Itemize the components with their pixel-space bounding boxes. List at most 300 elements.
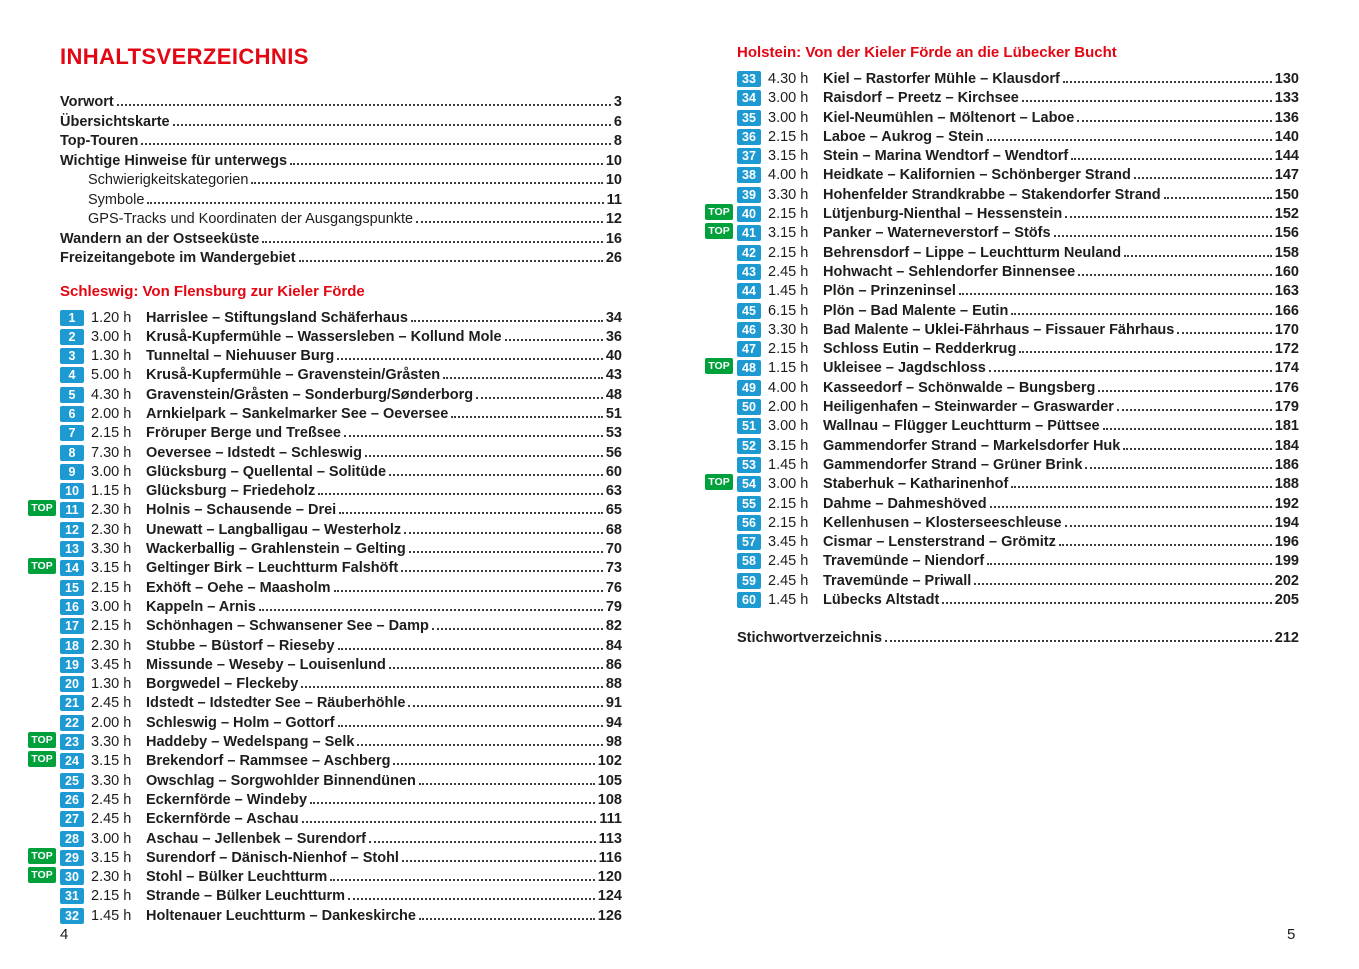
tour-title: Kasseedorf – Schönwalde – Bungsberg [823,379,1096,396]
tour-duration: 3.15 h [768,225,809,242]
tour-number-badge: 4 [60,367,84,383]
tour-page: 36 [605,328,622,345]
dotted-leader [173,111,611,126]
tour-number-badge: 11 [60,502,84,518]
dotted-leader [310,789,595,804]
tour-duration: 2.15 h [91,618,132,635]
tour-title: Holtenauer Leuchtturm – Dankeskirche [146,907,416,924]
tour-page: 130 [1274,71,1299,87]
frontmatter-page: 3 [613,94,622,110]
dotted-leader [959,280,1272,295]
tour-number-badge: 56 [737,515,761,531]
tour-row [737,377,1299,396]
tour-title: Gammendorfer Strand – Markelsdorfer Huk [823,437,1121,454]
dotted-leader [401,557,603,572]
tour-number-badge: 25 [60,773,84,789]
tour-duration: 1.30 h [91,348,132,365]
tour-duration: 2.30 h [91,869,132,886]
tour-duration: 1.45 h [91,907,132,924]
top-badge: TOP [28,867,56,883]
tour-number-badge: 33 [737,71,761,87]
tour-number-badge: 22 [60,715,84,731]
tour-page: 76 [605,579,622,596]
tour-duration: 2.15 h [91,579,132,596]
tour-page: 116 [598,849,622,866]
dotted-leader [337,345,603,360]
frontmatter-row [60,130,622,150]
tour-page: 196 [1274,534,1299,551]
dotted-leader [416,208,603,223]
tour-page: 82 [605,618,622,635]
tour-title: Heiligenhafen – Steinwarder – Graswarder [823,399,1114,416]
tour-duration: 3.00 h [91,598,132,615]
tour-row [737,396,1299,415]
tour-duration: 2.15 h [768,514,809,531]
tour-row [737,319,1299,338]
tour-number-badge: 36 [737,129,761,145]
tour-row [737,261,1299,280]
tour-row [737,87,1299,106]
tour-duration: 1.45 h [768,283,809,300]
tour-row [60,828,622,847]
tour-row [737,338,1299,357]
tour-page: 133 [1274,90,1299,107]
tour-row [737,454,1299,473]
dotted-leader [989,357,1272,372]
tour-duration: 3.00 h [768,418,809,435]
tour-row [60,673,622,692]
tour-duration: 2.00 h [768,399,809,416]
tour-page: 156 [1274,225,1299,242]
tour-number-badge: 9 [60,464,84,480]
tour-page: 150 [1274,186,1299,203]
tour-page: 65 [605,502,622,519]
dotted-leader [974,570,1272,585]
tour-row [60,770,622,789]
tour-title: Fröruper Berge und Treßsee [146,425,341,442]
tour-row [737,164,1299,183]
tour-title: Kruså-Kupfermühle – Wassersleben – Kollund Mole [146,328,502,345]
tour-title: Schloss Eutin – Redderkrug [823,341,1017,358]
tour-title: Laboe – Aukrog – Stein [823,128,984,145]
tour-title: Eckernförde – Aschau [146,811,299,828]
tour-row [31,499,622,519]
tour-title: Wackerballig – Grahlenstein – Gelting [146,541,406,558]
frontmatter-label: Vorwort [60,94,114,110]
dotted-leader [365,442,603,457]
tour-duration: 3.30 h [768,186,809,203]
tour-number-badge: 38 [737,167,761,183]
tour-page: 94 [605,714,622,731]
tour-duration: 2.15 h [768,341,809,358]
tour-duration: 2.15 h [91,888,132,905]
tour-duration: 1.30 h [91,676,132,693]
tour-duration: 1.45 h [768,592,809,609]
tour-page: 202 [1274,572,1299,589]
tour-title: Tunneltal – Niehuuser Burg [146,348,335,365]
top-badge: TOP [705,204,733,220]
dotted-leader [1134,164,1272,179]
tour-duration: 2.45 h [768,572,809,589]
frontmatter-label: GPS-Tracks und Koordinaten der Ausgangspunkte [88,211,414,227]
tour-page: 108 [597,791,622,808]
tour-page: 60 [605,463,622,480]
tour-number-badge: 59 [737,573,761,589]
tour-title: Lütjenburg-Nienthal – Hessenstein [823,206,1063,223]
dotted-leader [338,635,603,650]
dotted-leader [451,403,603,418]
top-badge: TOP [28,500,56,516]
tour-title: Plön – Bad Malente – Eutin [823,302,1009,319]
tour-duration: 2.15 h [768,206,809,223]
tour-page: 166 [1274,302,1299,319]
dotted-leader [1103,415,1272,430]
tour-number-badge: 7 [60,425,84,441]
tour-title: Cismar – Lensterstrand – Grömitz [823,534,1056,551]
tour-duration: 1.45 h [768,456,809,473]
tour-duration: 1.15 h [768,360,809,377]
dotted-leader [299,247,603,262]
frontmatter-label: Freizeitangebote im Wandergebiet [60,250,296,266]
tour-row [737,550,1299,569]
dotted-leader [338,712,603,727]
dotted-leader [344,422,603,437]
section-heading-schleswig: Schleswig: Von Flensburg zur Kieler Förde [60,282,365,300]
tour-duration: 2.15 h [91,425,132,442]
dotted-leader [987,126,1272,141]
section-heading-holstein: Holstein: Von der Kieler Förde an die Lübecker Bucht [737,44,1117,61]
tour-title: Kellenhusen – Klosterseeschleuse [823,514,1062,531]
index-entry-label: Stichwortverzeichnis [737,630,883,647]
tour-title: Borgwedel – Fleckeby [146,676,299,693]
tour-number-badge: 49 [737,380,761,396]
tour-row [737,589,1299,608]
tour-row [60,577,622,596]
tour-number-badge: 18 [60,638,84,654]
tour-title: Owschlag – Sorgwohlder Binnendünen [146,772,416,789]
tour-page: 105 [597,772,622,789]
frontmatter-row [60,228,622,248]
tour-row [737,415,1299,434]
tour-row [60,442,622,461]
dotted-leader [419,770,595,785]
tour-title: Ukleisee – Jagdschloss [823,360,986,377]
tour-title: Travemünde – Priwall [823,572,972,589]
tour-number-badge: 46 [737,322,761,338]
tour-duration: 2.45 h [91,811,132,828]
tour-duration: 2.15 h [768,244,809,261]
tour-number-badge: 6 [60,406,84,422]
tour-page: 199 [1274,553,1299,570]
dotted-leader [409,538,603,553]
tour-page: 63 [605,483,622,500]
dotted-leader [301,673,603,688]
tour-title: Kruså-Kupfermühle – Gravenstein/Gråsten [146,367,441,384]
dotted-leader [1117,396,1272,411]
frontmatter-page: 8 [613,133,622,149]
tour-page: 98 [605,734,622,751]
tour-number-badge: 20 [60,676,84,692]
tour-number-badge: 53 [737,457,761,473]
dotted-leader [334,577,603,592]
tour-page: 205 [1274,592,1299,609]
tour-row [60,905,622,924]
toc-page-right [708,44,1299,647]
tour-number-badge: 2 [60,329,84,345]
tour-title: Hohenfelder Strandkrabbe – Stakendorfer Strand [823,186,1161,203]
tour-row [737,300,1299,319]
tour-title: Idstedt – Idstedter See – Räuberhöhle [146,695,406,712]
tour-duration: 2.45 h [768,263,809,280]
tour-number-badge: 17 [60,618,84,634]
tour-number-badge: 41 [737,225,761,241]
dotted-leader [942,589,1272,604]
frontmatter-label: Schwierigkeitskategorien [88,172,249,188]
tour-number-badge: 14 [60,560,84,576]
tour-duration: 4.30 h [91,386,132,403]
dotted-leader [432,615,603,630]
dotted-leader [147,189,603,204]
dotted-leader [1011,300,1271,315]
dotted-leader [348,885,595,900]
tour-title: Kiel-Neumühlen – Möltenort – Laboe [823,109,1075,126]
tour-row [60,692,622,711]
tour-row [31,731,622,751]
dotted-leader [443,364,603,379]
tour-duration: 3.15 h [91,753,132,770]
tour-row [60,345,622,364]
index-entry-page: 212 [1274,630,1299,647]
tour-title: Lübecks Altstadt [823,592,940,609]
tour-title: Stein – Marina Wendtorf – Wendtorf [823,148,1069,165]
tour-title: Stohl – Bülker Leuchtturm [146,869,328,886]
toc-page-left [31,44,622,924]
tour-row [60,364,622,383]
tour-duration: 4.30 h [768,71,809,87]
tour-title: Schleswig – Holm – Gottorf [146,714,335,731]
frontmatter-page: 12 [605,211,622,227]
tour-row [737,512,1299,531]
tour-number-badge: 43 [737,264,761,280]
frontmatter-label: Übersichtskarte [60,113,170,130]
tour-page: 188 [1274,476,1299,493]
tour-page: 53 [605,425,622,442]
tour-duration: 1.20 h [91,309,132,326]
tour-row [31,557,622,577]
tour-number-badge: 37 [737,148,761,164]
tour-number-badge: 39 [737,187,761,203]
frontmatter-page: 10 [605,152,622,169]
dotted-leader [1164,184,1272,199]
frontmatter-label: Symbole [88,191,145,208]
tour-page: 124 [597,888,622,905]
dotted-leader [1085,454,1271,469]
tour-number-badge: 1 [60,310,84,326]
tour-page: 174 [1274,360,1299,377]
frontmatter-row [60,208,622,228]
dotted-leader [1098,377,1271,392]
tour-number-badge: 23 [60,734,84,750]
dotted-leader [885,627,1272,642]
tour-number-badge: 57 [737,534,761,550]
tour-duration: 3.00 h [768,109,809,126]
tour-number-badge: 52 [737,438,761,454]
tour-page: 88 [605,676,622,693]
tour-title: Exhöft – Oehe – Maasholm [146,579,331,596]
tour-duration: 3.30 h [91,734,132,751]
tour-row [31,866,622,886]
frontmatter-page: 6 [613,113,622,130]
tour-row [60,384,622,403]
tour-title: Strande – Bülker Leuchtturm [146,888,346,905]
tour-row [60,808,622,827]
tour-duration: 3.30 h [91,541,132,558]
tour-number-badge: 27 [60,811,84,827]
tour-number-badge: 13 [60,541,84,557]
tour-number-badge: 28 [60,831,84,847]
tour-title: Haddeby – Wedelspang – Selk [146,734,355,751]
tour-duration: 4.00 h [768,379,809,396]
tour-page: 186 [1274,456,1299,473]
tour-duration: 2.45 h [91,791,132,808]
tour-title: Eckernförde – Windeby [146,791,308,808]
tour-row [60,712,622,731]
dotted-leader [330,866,595,881]
tour-number-badge: 19 [60,657,84,673]
tour-page: 172 [1274,341,1299,358]
tour-page: 56 [605,444,622,461]
tour-number-badge: 16 [60,599,84,615]
tour-number-badge: 35 [737,110,761,126]
tour-row [60,422,622,441]
tour-page: 102 [597,753,622,770]
tour-page: 136 [1274,109,1299,126]
tour-page: 86 [605,656,622,673]
tour-row [708,222,1299,242]
tour-title: Arnkielpark – Sankelmarker See – Oeversee [146,405,449,422]
frontmatter-label: Wandern an der Ostseeküste [60,230,260,247]
tour-duration: 5.00 h [91,367,132,384]
tour-page: 48 [605,386,622,403]
frontmatter-label: Top-Touren [60,133,139,149]
tour-title: Unewatt – Langballigau – Westerholz [146,521,402,538]
dotted-leader [419,905,595,920]
tour-page: 140 [1274,128,1299,145]
tour-title: Oeversee – Idstedt – Schleswig [146,444,362,461]
dotted-leader [1022,87,1272,102]
tour-title: Stubbe – Büstorf – Rieseby [146,637,335,654]
dotted-leader [117,91,611,106]
dotted-leader [1063,68,1272,83]
tour-row [737,531,1299,550]
dotted-leader [990,493,1272,508]
tour-row [60,480,622,499]
dotted-leader [408,692,602,707]
frontmatter-row [60,111,622,131]
tour-page: 192 [1274,495,1299,512]
tour-duration: 2.15 h [768,128,809,145]
dotted-leader [1071,145,1272,160]
tour-row [60,519,622,538]
tour-duration: 3.00 h [768,476,809,493]
tour-list-holstein [708,68,1299,609]
tour-title: Gammendorfer Strand – Grüner Brink [823,456,1083,473]
tour-page: 91 [605,695,622,712]
tour-number-badge: 3 [60,348,84,364]
tour-number-badge: 21 [60,695,84,711]
tour-number-badge: 42 [737,245,761,261]
tour-duration: 1.15 h [91,483,132,500]
frontmatter-row [60,150,622,170]
tour-number-badge: 30 [60,869,84,885]
tour-title: Brekendorf – Rammsee – Aschberg [146,753,391,770]
dotted-leader [262,228,603,243]
tour-number-badge: 55 [737,496,761,512]
tour-number-badge: 50 [737,399,761,415]
tour-title: Dahme – Dahmeshöved [823,495,987,512]
top-badge: TOP [28,558,56,574]
tour-duration: 3.00 h [91,830,132,847]
frontmatter-page: 26 [605,250,622,266]
tour-row [737,435,1299,454]
tour-row [737,145,1299,164]
frontmatter-row [60,91,622,111]
tour-duration: 3.45 h [768,534,809,551]
tour-title: Plön – Prinzeninsel [823,283,956,300]
tour-title: Missunde – Weseby – Louisenlund [146,656,386,673]
tour-row [60,307,622,326]
dotted-leader [404,519,603,534]
dotted-leader [505,326,603,341]
tour-number-badge: 8 [60,445,84,461]
tour-title: Harrislee – Stiftungsland Schäferhaus [146,309,408,326]
tour-duration: 4.00 h [768,167,809,184]
tour-duration: 6.15 h [768,302,809,319]
dotted-leader [987,550,1272,565]
tour-page: 179 [1274,399,1299,416]
tour-duration: 2.15 h [768,495,809,512]
tour-row [60,789,622,808]
frontmatter-page: 16 [605,230,622,247]
tour-number-badge: 54 [737,476,761,492]
tour-duration: 2.45 h [768,553,809,570]
index-entry-row [737,627,1299,647]
tour-number-badge: 60 [737,592,761,608]
tour-duration: 3.00 h [91,328,132,345]
tour-row [708,203,1299,223]
tour-title: Hohwacht – Sehlendorfer Binnensee [823,263,1076,280]
tour-title: Heidkate – Kalifornien – Schönberger Strand [823,167,1131,184]
tour-page: 51 [605,405,622,422]
dotted-leader [339,499,603,514]
dotted-leader [369,828,596,843]
top-badge: TOP [28,751,56,767]
tour-page: 70 [605,541,622,558]
frontmatter-page: 11 [606,191,622,208]
tour-page: 184 [1274,437,1299,454]
tour-duration: 3.00 h [768,90,809,107]
tour-row [60,326,622,345]
tour-title: Wallnau – Flügger Leuchtturm – Püttsee [823,418,1100,435]
tour-duration: 7.30 h [91,444,132,461]
tour-title: Travemünde – Niendorf [823,553,985,570]
dotted-leader [290,150,603,165]
tour-duration: 3.15 h [768,148,809,165]
dotted-leader [1019,338,1271,353]
dotted-leader [302,808,597,823]
dotted-leader [1177,319,1271,334]
tour-duration: 3.00 h [91,463,132,480]
